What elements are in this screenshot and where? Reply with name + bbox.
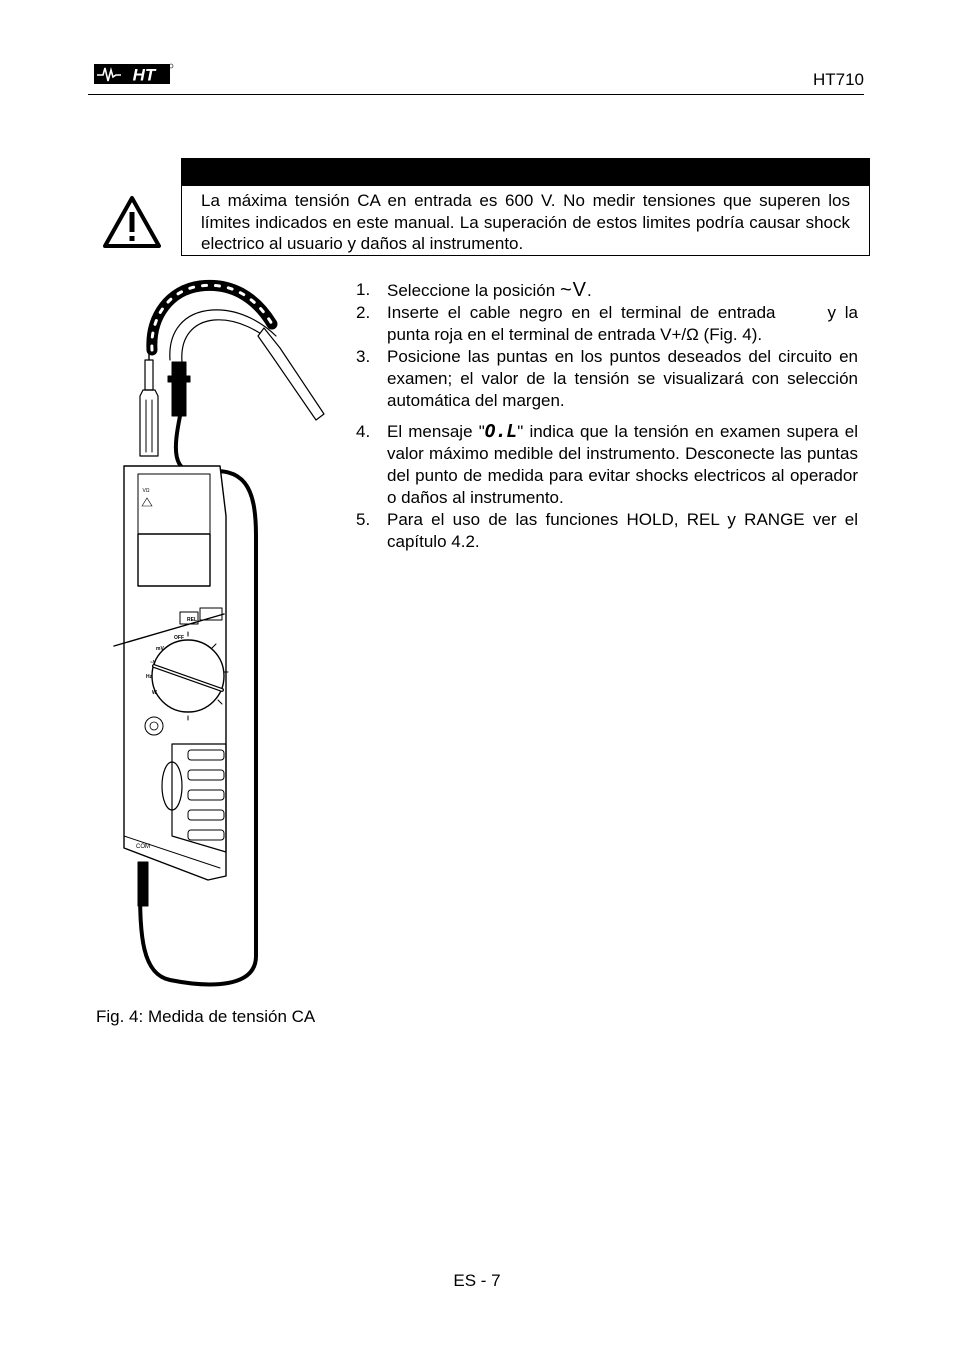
terminal-label: VΩ xyxy=(142,488,150,494)
logo-text: HT xyxy=(132,65,156,85)
step-5 xyxy=(356,509,858,553)
mv-label: mV xyxy=(156,646,164,652)
step-number: 1. xyxy=(356,280,371,299)
off-label: OFF xyxy=(174,635,184,641)
hz-label: Hz xyxy=(146,674,153,680)
step-3 xyxy=(356,346,858,412)
step-number: 3. xyxy=(356,347,371,366)
header-divider xyxy=(88,94,864,95)
figure-caption: Fig. 4: Medida de tensión CA xyxy=(96,1007,316,1026)
step-text-end: y la punta roja en el terminal de entrada V+/Ω (Fig. 4). xyxy=(387,303,858,344)
meter-illustration xyxy=(110,276,340,994)
step-text-end: " indica que la tensión en examen supera el valor máximo medible del instrumento. Desconecte las puntas del punto de medida para evitar shocks electricos al operador o daños al instrumento. xyxy=(387,422,858,507)
acv-label: ~V xyxy=(150,660,157,666)
ac-voltage-symbol: ~V xyxy=(559,279,587,301)
step-text: Inserte el cable negro en el terminal de entrada xyxy=(387,303,776,322)
warning-box xyxy=(181,186,870,256)
step-number: 4. xyxy=(356,422,371,441)
step-1 xyxy=(356,279,858,302)
step-text: Para el uso de las funciones HOLD, REL y RANGE ver el capítulo 4.2. xyxy=(387,510,858,551)
warning-text: La máxima tensión CA en entrada es 600 V. No medir tensiones que superen los límites indicados en este manual. La superación de estos limites podría causar shock electrico al usuario y daños al instrumento. xyxy=(201,191,850,253)
step-text: Posicione las puntas en los puntos deseados del circuito en examen; el valor de la tensión se visualizará con selección automática del margen. xyxy=(387,347,858,410)
step-2 xyxy=(356,302,858,346)
ht-logo xyxy=(94,62,174,86)
step-text: Seleccione la posición xyxy=(387,281,560,300)
model-name: HT710 xyxy=(812,70,864,89)
page-number: ES - 7 xyxy=(453,1271,501,1290)
step-text: El mensaje " xyxy=(387,422,485,441)
w-label: W xyxy=(152,690,157,696)
com-label: COM xyxy=(136,844,150,850)
overload-code: O.L xyxy=(484,421,518,442)
step-number: 2. xyxy=(356,303,371,322)
warning-triangle-icon xyxy=(102,195,162,249)
steps-list xyxy=(356,279,858,553)
step-4 xyxy=(356,421,858,509)
step-number: 5. xyxy=(356,510,371,529)
section-title-bar xyxy=(181,158,870,186)
step-text-end: . xyxy=(586,281,592,300)
rel-label: REL xyxy=(187,617,197,623)
